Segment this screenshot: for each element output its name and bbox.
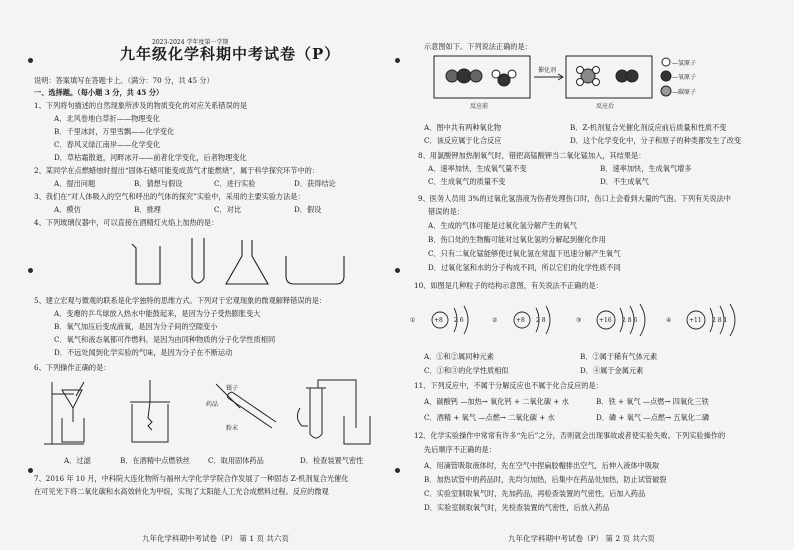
q2-option-d: D．获得结论 bbox=[294, 179, 336, 188]
q2-option-b: B．猜想与假设 bbox=[134, 179, 183, 188]
glassware-figure bbox=[40, 232, 360, 292]
q4-stem: 4、下列玻璃仪器中，可以直接在酒精灯火焰上加热的是： bbox=[34, 218, 219, 227]
q9-option-a: A．生成的气体可能是过氧化氢分解产生的氧气 bbox=[428, 221, 577, 230]
q7-option-d: D．这个化学变化中，分子和原子的种类都发生了改变 bbox=[570, 136, 742, 145]
before-reaction-label: 反应前 bbox=[470, 103, 489, 110]
atom-3-number: ③ bbox=[576, 317, 582, 324]
reagent-label: 药品 bbox=[206, 401, 219, 408]
legend-hydrogen: —氢原子 bbox=[672, 60, 697, 67]
q12-option-b: B．加热试管中的药品时，先均匀加热，后集中在药品处加热，防止试管破裂 bbox=[424, 475, 667, 484]
section-choice-heading: 一、选择题。（每小题 3 分，共 45 分） bbox=[34, 88, 164, 97]
catalyst-label: 催化剂 bbox=[538, 67, 557, 74]
q7-line-1: 7、2016 年 10 月，中科院大连化物所与福州大学化学学院合作发展了一种固态 Z-机剂复合光催化 bbox=[34, 474, 349, 483]
q6-option-a: A．过滤 bbox=[64, 456, 91, 465]
q11-option-b: B．铁 + 氧气 —点燃→ 四氧化三铁 bbox=[596, 397, 709, 406]
q12-line-2: 先后顺序不正确的是： bbox=[424, 445, 496, 454]
q10-option-d: D．④属于金属元素 bbox=[580, 366, 644, 375]
exam-page-2 bbox=[400, 0, 794, 550]
exam-note: 说明：答案填写在答题卡上。（满分：70 分，共 45 分） bbox=[34, 76, 214, 85]
atom-3-shells: 2 8 6 bbox=[622, 317, 638, 324]
atom-2-number: ② bbox=[492, 317, 498, 324]
q11-option-a: A．碳酸钙 —加热→ 氧化钙 + 二氧化碳 + 水 bbox=[424, 397, 569, 406]
lab-operations-figure bbox=[40, 378, 380, 450]
q2-stem: 2、某同学在点燃蜡烛时提出“固体石蜡可能变成蒸气才能燃烧”，属于科学探究环节中的： bbox=[34, 166, 320, 175]
q11-stem: 11、下列反应中，不属于分解反应也不属于化合反应的是： bbox=[414, 381, 603, 390]
q7-option-b: B．Z-机剂复合光催化剂反应前后质量和性质不变 bbox=[570, 123, 727, 132]
q8-option-c: C．生成氧气的质量不变 bbox=[428, 177, 506, 186]
q12-option-a: A．用滴管吸取液体时，先在空气中捏扁胶帽排出空气，后伸入液体中吸取 bbox=[424, 461, 660, 470]
q9-option-d: D．过氧化氢和水的分子构成不同，所以它们的化学性质不同 bbox=[428, 263, 621, 272]
q1-option-a: A．北风卷地白草折——物理变化 bbox=[54, 114, 160, 123]
school-year: 2023-2024 学年度第一学期 bbox=[152, 39, 229, 46]
q12-option-c: C．实验室制取氧气时，先加药品，再检查装置的气密性，后加入药品 bbox=[424, 489, 646, 498]
atom-4-number: ④ bbox=[666, 317, 672, 324]
q3-stem: 3、我们在“对人体吸入的空气和呼出的气体的探究”实验中，采用的主要实验方法是： bbox=[34, 192, 305, 201]
q12-line-1: 12、化学实验操作中常常有许多“先后”之分，否则就会出现事故或者使实验失败。下列实验操作的 bbox=[414, 431, 726, 440]
q6-option-d: D．检查装置气密性 bbox=[300, 456, 364, 465]
q3-option-b: B．推理 bbox=[134, 205, 161, 214]
exam-title: 九年级化学科期中考试卷（P） bbox=[120, 45, 341, 63]
legend-oxygen: —氧原子 bbox=[672, 74, 697, 81]
atom-4-nucleus: +11 bbox=[689, 317, 702, 324]
q11-option-d: D．磷 + 氧气 —点燃→ 五氧化二磷 bbox=[596, 413, 710, 422]
after-reaction-label: 反应后 bbox=[596, 103, 615, 110]
q1-option-c: C．春风又绿江南岸——化学变化 bbox=[54, 140, 161, 149]
q5-stem: 5、建立宏观与微观的联系是化学独特的思维方式。下列对于宏观现象的微观解释错误的是： bbox=[34, 296, 327, 305]
q10-option-c: C．①和③的化学性质相似 bbox=[424, 366, 509, 375]
q10-option-a: A．①和②属同种元素 bbox=[424, 352, 494, 361]
q5-option-a: A．变瘪的乒乓球放入热水中能鼓起来，是因为分子受热膨胀变大 bbox=[54, 309, 261, 318]
atom-1-number: ① bbox=[410, 317, 416, 324]
q12-option-d: D．实验室制取氧气时，先检查装置的气密性，后放入药品 bbox=[424, 503, 610, 512]
atom-1-shells: 2 6 bbox=[454, 317, 464, 324]
q1-stem: 1、下列将句描述的自然现象所涉及的物质变化的对应关系错误的是 bbox=[34, 101, 248, 110]
q1-option-b: B．千里冰封，万里雪飘——化学变化 bbox=[54, 127, 175, 136]
q3-option-d: D．假设 bbox=[294, 205, 322, 214]
q2-option-a: A．提出问题 bbox=[54, 179, 96, 188]
q7-option-c: C．该反应属于化合反应 bbox=[424, 136, 502, 145]
q9-line-1: 9、医务人员用 3%的过氧化氢溶液为伤者处理伤口时，伤口上会看到大量的气泡。下列有关说法中 bbox=[418, 194, 731, 203]
q10-stem: 10、如图是几种粒子的结构示意图，有关说法不正确的是： bbox=[414, 281, 603, 290]
atom-1-nucleus: +8 bbox=[434, 317, 443, 324]
atom-2-shells: 2 8 bbox=[536, 317, 546, 324]
q9-option-c: C．只有二氧化锰能够使过氧化氢在常温下迅速分解产生氧气 bbox=[428, 249, 621, 258]
q6-option-b: B．在酒精中点燃铁丝 bbox=[120, 456, 190, 465]
q1-option-d: D．草枯霜散逝，河畔冰开——前者化学变化，后者物理变化 bbox=[54, 153, 247, 162]
q5-option-b: B．氧气加压后变成液氧，是因为分子间的空隙变小 bbox=[54, 322, 218, 331]
q3-option-a: A．模仿 bbox=[54, 205, 81, 214]
q7-option-a: A．图中共有两种氧化物 bbox=[424, 123, 502, 132]
q9-line-2: 错误的是： bbox=[428, 207, 464, 216]
q8-option-b: B．速率加快，生成氧气增多 bbox=[600, 164, 692, 173]
q10-option-b: B．②属于稀有气体元素 bbox=[580, 352, 658, 361]
q8-option-d: D．不生成氧气 bbox=[600, 177, 649, 186]
powder-label: 粉末 bbox=[226, 425, 239, 432]
q2-option-c: C．进行实验 bbox=[214, 179, 256, 188]
q8-stem: 8、用氯酸钾加热制氧气时，错把高锰酸钾当二氧化锰加入，其结果是： bbox=[418, 151, 646, 160]
atom-4-shells: 2 8 1 bbox=[712, 317, 728, 324]
page-2-footer: 九年化学科期中考试卷（P） 第 2 页 共六页 bbox=[508, 534, 655, 543]
q7-line-2: 在可见光下将二氧化碳和水高效转化为甲烷，实现了太阳能人工光合成燃料过程。反应的微观 bbox=[34, 487, 329, 496]
legend-carbon: —碳原子 bbox=[672, 89, 697, 96]
q3-option-c: C．对比 bbox=[214, 205, 242, 214]
q7-continued: 示意图如下。下列说法正确的是： bbox=[424, 42, 532, 51]
q8-option-a: A．速率加快，生成氧气量不变 bbox=[428, 164, 527, 173]
q6-option-c: C．取用固体药品 bbox=[208, 456, 264, 465]
tweezers-label: 镊子 bbox=[226, 385, 239, 392]
q9-option-b: B．伤口处的生物酶可能对过氧化氢的分解起到催化作用 bbox=[428, 235, 606, 244]
page-1-footer: 九年化学科期中考试卷（P） 第 1 页 共六页 bbox=[142, 534, 289, 543]
atom-structure-figure bbox=[420, 298, 760, 342]
atom-2-nucleus: +8 bbox=[516, 317, 525, 324]
q6-stem: 6、下列操作正确的是： bbox=[34, 363, 111, 372]
q11-option-c: C．酒精 + 氧气 —点燃→ 二氧化碳 + 水 bbox=[424, 413, 555, 422]
q5-option-d: D．不远处闻到化学实验的气味，是因为分子在不断运动 bbox=[54, 348, 233, 357]
atom-3-nucleus: +16 bbox=[599, 317, 612, 324]
q5-option-c: C．氧气和液态氧都可作燃料，是因为由同种物质的分子化学性质相同 bbox=[54, 335, 276, 344]
